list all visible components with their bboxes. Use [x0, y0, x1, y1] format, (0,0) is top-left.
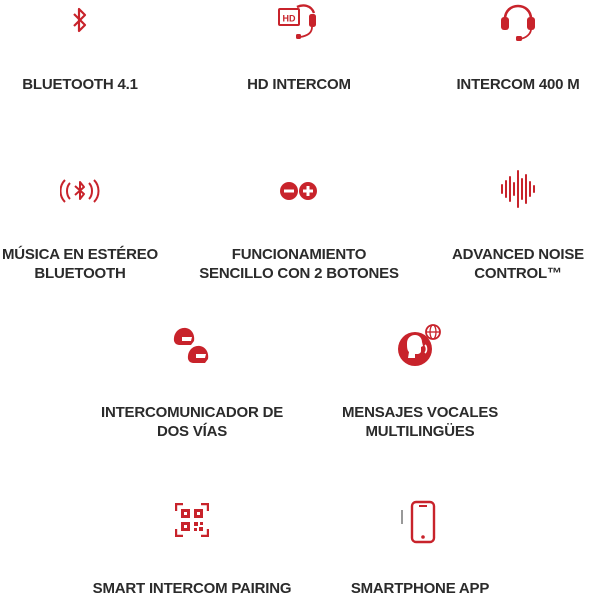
feature-label: INTERCOM 400 M: [456, 76, 580, 93]
bluetooth-icon: [72, 6, 88, 34]
two-helmets-icon: [170, 323, 214, 367]
feature-intercom-400m: [418, 0, 600, 100]
feature-label: BLUETOOTH 4.1: [22, 76, 138, 93]
feature-label: SMARTPHONE APP: [350, 580, 490, 597]
minus-plus-buttons-icon: [279, 181, 319, 201]
headset-icon: [498, 2, 538, 42]
smartphone-icon: [400, 500, 440, 546]
feature-label: MENSAJES VOCALES MULTILINGÜES: [342, 404, 498, 440]
feature-label: MÚSICA EN ESTÉREO BLUETOOTH: [1, 246, 159, 282]
feature-hd-intercom: [199, 0, 399, 100]
feature-two-buttons: [199, 165, 399, 285]
feature-bluetooth: [0, 0, 180, 100]
sound-wave-icon: [498, 169, 538, 209]
feature-label: ADVANCED NOISE CONTROL™: [452, 246, 584, 282]
qr-code-icon: [175, 503, 209, 537]
svg-text:HD: HD: [282, 13, 296, 24]
feature-label: SMART INTERCOM PAIRING: [92, 580, 292, 597]
feature-label: INTERCOMUNICADOR DE DOS VÍAS: [100, 404, 284, 440]
feature-smart-pairing: [92, 495, 292, 600]
feature-label: HD INTERCOM: [247, 76, 351, 93]
hd-headset-icon: [277, 3, 321, 41]
voice-globe-icon: [397, 323, 443, 369]
feature-voice-prompts: [320, 320, 520, 450]
feature-stereo-music: [0, 165, 180, 285]
bluetooth-audio-icon: [60, 177, 100, 205]
feature-label: FUNCIONAMIENTO SENCILLO CON 2 BOTONES: [199, 246, 399, 282]
feature-noise-control: [418, 165, 600, 285]
feature-smartphone-app: [320, 495, 520, 600]
feature-two-way-intercom: [92, 320, 292, 450]
